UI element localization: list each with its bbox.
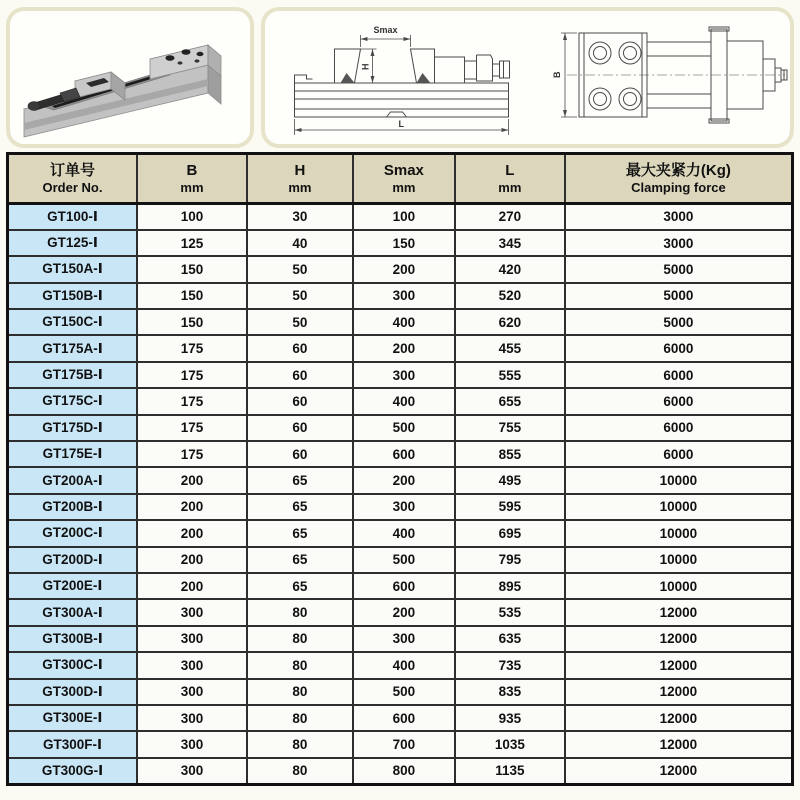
spec-table-section xyxy=(0,152,800,786)
spec-value-cell: 855 xyxy=(455,441,565,467)
spec-value-cell: 835 xyxy=(455,679,565,705)
order-no-cell: GT175A-Ⅰ xyxy=(8,335,138,361)
spec-table-body xyxy=(8,204,793,785)
table-row xyxy=(8,626,793,652)
spec-value-cell: 200 xyxy=(137,547,247,573)
spec-value-cell: 600 xyxy=(353,705,455,731)
spec-value-cell: 200 xyxy=(353,335,455,361)
order-no-cell: GT125-Ⅰ xyxy=(8,230,138,256)
spec-value-cell: 420 xyxy=(455,256,565,282)
spec-value-cell: 300 xyxy=(137,679,247,705)
spec-value-cell: 6000 xyxy=(565,388,793,414)
spec-value-cell: 12000 xyxy=(565,758,793,784)
spec-value-cell: 620 xyxy=(455,309,565,335)
spec-value-cell: 10000 xyxy=(565,467,793,493)
spec-value-cell: 500 xyxy=(353,415,455,441)
table-row xyxy=(8,705,793,731)
spec-value-cell: 495 xyxy=(455,467,565,493)
spec-value-cell: 200 xyxy=(137,573,247,599)
table-row xyxy=(8,652,793,678)
spec-value-cell: 100 xyxy=(137,204,247,230)
spec-value-cell: 150 xyxy=(137,256,247,282)
spec-value-cell: 60 xyxy=(247,441,353,467)
table-row xyxy=(8,467,793,493)
col-header-h-symbol: H xyxy=(294,162,306,179)
spec-value-cell: 12000 xyxy=(565,731,793,757)
header-row xyxy=(8,154,793,204)
spec-value-cell: 270 xyxy=(455,204,565,230)
spec-value-cell: 300 xyxy=(353,283,455,309)
spec-value-cell: 6000 xyxy=(565,441,793,467)
spec-value-cell: 200 xyxy=(353,467,455,493)
col-header-l-unit: mm xyxy=(498,180,522,195)
spec-value-cell: 12000 xyxy=(565,652,793,678)
spec-value-cell: 10000 xyxy=(565,494,793,520)
spec-value-cell: 500 xyxy=(353,679,455,705)
spec-value-cell: 60 xyxy=(247,388,353,414)
col-header-smax-symbol: Smax xyxy=(383,162,424,179)
spec-value-cell: 3000 xyxy=(565,204,793,230)
table-row xyxy=(8,599,793,625)
col-header-b-symbol: B xyxy=(186,162,198,179)
spec-value-cell: 400 xyxy=(353,309,455,335)
table-row xyxy=(8,415,793,441)
order-no-cell: GT150B-Ⅰ xyxy=(8,283,138,309)
spec-value-cell: 400 xyxy=(353,388,455,414)
spec-value-cell: 65 xyxy=(247,573,353,599)
spec-value-cell: 60 xyxy=(247,335,353,361)
spec-value-cell: 300 xyxy=(137,652,247,678)
table-row xyxy=(8,362,793,388)
spec-value-cell: 1135 xyxy=(455,758,565,784)
spec-value-cell: 895 xyxy=(455,573,565,599)
spec-value-cell: 65 xyxy=(247,520,353,546)
spec-value-cell: 3000 xyxy=(565,230,793,256)
col-header-b xyxy=(137,154,247,204)
spec-value-cell: 500 xyxy=(353,547,455,573)
spec-value-cell: 12000 xyxy=(565,599,793,625)
order-no-cell: GT175B-Ⅰ xyxy=(8,362,138,388)
spec-value-cell: 300 xyxy=(137,731,247,757)
spec-value-cell: 400 xyxy=(353,652,455,678)
order-no-cell: GT300B-Ⅰ xyxy=(8,626,138,652)
spec-value-cell: 300 xyxy=(137,705,247,731)
col-header-h-unit: mm xyxy=(288,180,312,195)
spec-value-cell: 65 xyxy=(247,547,353,573)
col-header-h xyxy=(247,154,353,204)
order-no-cell: GT150A-Ⅰ xyxy=(8,256,138,282)
col-header-l-symbol: L xyxy=(505,162,515,179)
spec-value-cell: 175 xyxy=(137,415,247,441)
table-row xyxy=(8,731,793,757)
spec-value-cell: 50 xyxy=(247,283,353,309)
order-no-cell: GT175E-Ⅰ xyxy=(8,441,138,467)
order-no-cell: GT300G-Ⅰ xyxy=(8,758,138,784)
table-row xyxy=(8,547,793,573)
order-no-cell: GT200C-Ⅰ xyxy=(8,520,138,546)
spec-value-cell: 175 xyxy=(137,335,247,361)
spec-table xyxy=(6,152,794,786)
spec-value-cell: 50 xyxy=(247,309,353,335)
table-row xyxy=(8,573,793,599)
spec-value-cell: 300 xyxy=(137,599,247,625)
spec-value-cell: 100 xyxy=(353,204,455,230)
spec-value-cell: 400 xyxy=(353,520,455,546)
order-no-cell: GT150C-Ⅰ xyxy=(8,309,138,335)
spec-value-cell: 65 xyxy=(247,494,353,520)
dim-label-l: L xyxy=(398,119,404,129)
spec-value-cell: 5000 xyxy=(565,256,793,282)
spec-value-cell: 800 xyxy=(353,758,455,784)
spec-value-cell: 12000 xyxy=(565,626,793,652)
table-row xyxy=(8,283,793,309)
spec-value-cell: 595 xyxy=(455,494,565,520)
spec-value-cell: 60 xyxy=(247,415,353,441)
table-row xyxy=(8,335,793,361)
col-header-clamping-force-en: Clamping force xyxy=(631,180,726,195)
spec-value-cell: 735 xyxy=(455,652,565,678)
spec-value-cell: 40 xyxy=(247,230,353,256)
spec-value-cell: 635 xyxy=(455,626,565,652)
table-row xyxy=(8,494,793,520)
spec-value-cell: 12000 xyxy=(565,705,793,731)
col-header-order-no xyxy=(8,154,138,204)
spec-value-cell: 200 xyxy=(353,256,455,282)
spec-value-cell: 30 xyxy=(247,204,353,230)
spec-value-cell: 300 xyxy=(137,758,247,784)
order-no-cell: GT200A-Ⅰ xyxy=(8,467,138,493)
spec-value-cell: 520 xyxy=(455,283,565,309)
col-header-clamping-force xyxy=(565,154,793,204)
spec-value-cell: 80 xyxy=(247,652,353,678)
spec-value-cell: 755 xyxy=(455,415,565,441)
col-header-smax-unit: mm xyxy=(392,180,416,195)
spec-value-cell: 80 xyxy=(247,705,353,731)
spec-value-cell: 65 xyxy=(247,467,353,493)
spec-value-cell: 50 xyxy=(247,256,353,282)
spec-value-cell: 150 xyxy=(137,309,247,335)
spec-value-cell: 6000 xyxy=(565,362,793,388)
spec-value-cell: 150 xyxy=(137,283,247,309)
spec-value-cell: 300 xyxy=(353,494,455,520)
spec-value-cell: 300 xyxy=(137,626,247,652)
spec-value-cell: 80 xyxy=(247,599,353,625)
spec-value-cell: 5000 xyxy=(565,309,793,335)
table-row xyxy=(8,309,793,335)
spec-value-cell: 300 xyxy=(353,626,455,652)
table-row xyxy=(8,758,793,784)
spec-value-cell: 125 xyxy=(137,230,247,256)
order-no-cell: GT300A-Ⅰ xyxy=(8,599,138,625)
spec-value-cell: 12000 xyxy=(565,679,793,705)
spec-value-cell: 695 xyxy=(455,520,565,546)
spec-value-cell: 200 xyxy=(353,599,455,625)
dim-label-h: H xyxy=(360,63,371,70)
spec-table-header xyxy=(8,154,793,204)
table-row xyxy=(8,204,793,230)
spec-value-cell: 700 xyxy=(353,731,455,757)
top-view-drawing xyxy=(538,11,790,144)
spec-value-cell: 455 xyxy=(455,335,565,361)
table-row xyxy=(8,388,793,414)
spec-value-cell: 80 xyxy=(247,679,353,705)
spec-value-cell: 795 xyxy=(455,547,565,573)
spec-value-cell: 555 xyxy=(455,362,565,388)
col-header-l xyxy=(455,154,565,204)
table-row xyxy=(8,520,793,546)
spec-value-cell: 10000 xyxy=(565,520,793,546)
table-row xyxy=(8,230,793,256)
order-no-cell: GT200B-Ⅰ xyxy=(8,494,138,520)
spec-value-cell: 10000 xyxy=(565,547,793,573)
order-no-cell: GT175C-Ⅰ xyxy=(8,388,138,414)
col-header-order-no-en: Order No. xyxy=(42,180,103,195)
spec-value-cell: 200 xyxy=(137,520,247,546)
col-header-clamping-force-cn: 最大夹紧力(Kg) xyxy=(625,162,731,179)
order-no-cell: GT300D-Ⅰ xyxy=(8,679,138,705)
spec-value-cell: 10000 xyxy=(565,573,793,599)
order-no-cell: GT200D-Ⅰ xyxy=(8,547,138,573)
col-header-b-unit: mm xyxy=(180,180,204,195)
spec-value-cell: 6000 xyxy=(565,415,793,441)
spec-value-cell: 150 xyxy=(353,230,455,256)
spec-value-cell: 175 xyxy=(137,362,247,388)
order-no-cell: GT200E-Ⅰ xyxy=(8,573,138,599)
col-header-order-no-cn: 订单号 xyxy=(50,162,96,179)
col-header-smax xyxy=(353,154,455,204)
spec-value-cell: 345 xyxy=(455,230,565,256)
table-row xyxy=(8,679,793,705)
illustration-section xyxy=(0,0,800,152)
spec-value-cell: 200 xyxy=(137,467,247,493)
spec-value-cell: 80 xyxy=(247,731,353,757)
spec-value-cell: 600 xyxy=(353,573,455,599)
table-row xyxy=(8,441,793,467)
spec-value-cell: 175 xyxy=(137,388,247,414)
spec-value-cell: 200 xyxy=(137,494,247,520)
spec-value-cell: 655 xyxy=(455,388,565,414)
table-row xyxy=(8,256,793,282)
spec-value-cell: 60 xyxy=(247,362,353,388)
product-photo-panel xyxy=(6,7,254,148)
order-no-cell: GT100-Ⅰ xyxy=(8,204,138,230)
order-no-cell: GT300C-Ⅰ xyxy=(8,652,138,678)
vise-photo-illustration xyxy=(10,11,250,144)
order-no-cell: GT175D-Ⅰ xyxy=(8,415,138,441)
spec-value-cell: 1035 xyxy=(455,731,565,757)
spec-value-cell: 80 xyxy=(247,758,353,784)
dim-label-b: B xyxy=(552,71,562,78)
spec-value-cell: 300 xyxy=(353,362,455,388)
spec-value-cell: 5000 xyxy=(565,283,793,309)
order-no-cell: GT300E-Ⅰ xyxy=(8,705,138,731)
spec-value-cell: 600 xyxy=(353,441,455,467)
spec-value-cell: 535 xyxy=(455,599,565,625)
spec-value-cell: 80 xyxy=(247,626,353,652)
spec-value-cell: 935 xyxy=(455,705,565,731)
order-no-cell: GT300F-Ⅰ xyxy=(8,731,138,757)
technical-drawing-panel xyxy=(261,7,794,148)
side-view-drawing xyxy=(265,11,538,144)
dim-label-smax: Smax xyxy=(373,25,398,35)
spec-value-cell: 175 xyxy=(137,441,247,467)
spec-value-cell: 6000 xyxy=(565,335,793,361)
